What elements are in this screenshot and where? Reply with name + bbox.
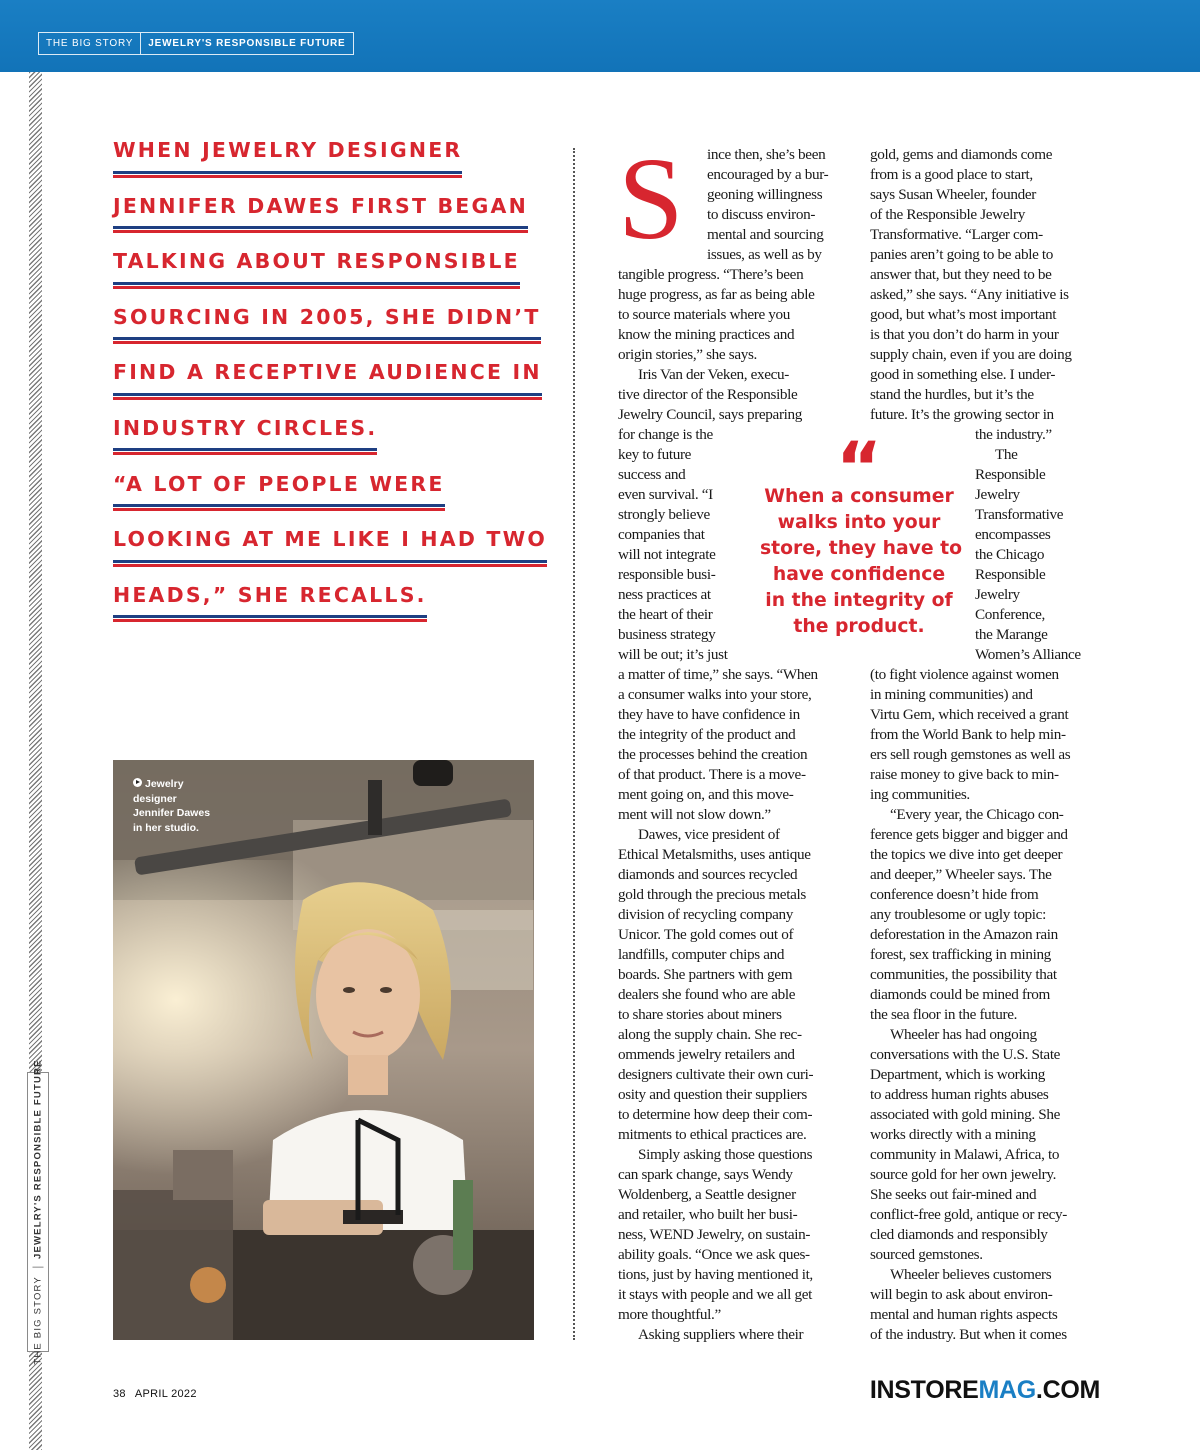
body-text-line: source gold for her own jewelry. [870, 1166, 1057, 1183]
body-text-line: community in Malawi, Africa, to [870, 1146, 1060, 1163]
caption-line: in her studio. [133, 821, 199, 834]
pull-quote-line: walks into your [777, 512, 941, 533]
body-text-line: communities, the possibility that [870, 966, 1057, 983]
body-text-line: She seeks out fair-mined and [870, 1186, 1037, 1203]
body-text-line: supply chain, even if you are doing [870, 346, 1072, 363]
body-text-line: can spark change, says Wendy [618, 1166, 793, 1183]
body-text-line: mental and sourcing [707, 226, 824, 243]
pull-quote-line: in the integrity of [765, 590, 953, 611]
body-text-line: landfills, computer chips and [618, 946, 785, 963]
caption-line: Jennifer Dawes [133, 807, 211, 819]
body-column-1 [618, 145, 850, 1345]
section-breadcrumb [38, 32, 354, 55]
body-text-line: to address human rights abuses [870, 1086, 1049, 1103]
body-text-line: the integrity of the product and [618, 726, 796, 743]
body-text-line: gold, gems and diamonds come [870, 146, 1053, 163]
body-text-line: ference gets bigger and bigger and [870, 826, 1068, 843]
photo-illustration [113, 760, 534, 1340]
body-text-line: encompasses [975, 526, 1051, 543]
body-text-line: to share stories about miners [618, 1006, 782, 1023]
body-text-line: ers sell rough gemstones as well as [870, 746, 1071, 763]
body-text-line: Ethical Metalsmiths, uses antique [618, 846, 811, 863]
lede-line: FIND A RECEPTIVE AUDIENCE IN [113, 362, 542, 396]
designer-studio-photo [113, 760, 534, 1340]
lede-headline [113, 140, 553, 640]
body-text-line: a matter of time,” she says. “When [618, 666, 818, 683]
body-text-line: more thoughtful.” [618, 1306, 721, 1323]
body-text-line: boards. She partners with gem [618, 966, 793, 983]
body-text-line: they have to have confidence in [618, 706, 800, 723]
site-wordmark-accent: MAG [978, 1376, 1036, 1404]
body-text-line: Transformative. “Larger com- [870, 226, 1043, 243]
body-text-line: the topics we dive into get deeper [870, 846, 1063, 863]
body-text-line: it stays with people and we all get [618, 1286, 812, 1303]
body-text-line: responsible busi- [618, 566, 716, 583]
body-text-line: along the supply chain. She rec- [618, 1026, 802, 1043]
body-text-line: mitments to ethical practices are. [618, 1126, 807, 1143]
lede-line: INDUSTRY CIRCLES. [113, 418, 377, 452]
body-text-line: from the World Bank to help min- [870, 726, 1066, 743]
body-text-line: of the Responsible Jewelry [870, 206, 1025, 223]
body-text-line: to source materials where you [618, 306, 791, 323]
pull-quote-text [760, 484, 963, 640]
body-text-line: to discuss environ- [707, 206, 816, 223]
body-text-line: Department, which is working [870, 1066, 1045, 1083]
body-text-line: tions, just by having mentioned it, [618, 1266, 813, 1283]
body-text-line: osity and question their suppliers [618, 1086, 807, 1103]
body-text-line: dealers she found who are able [618, 986, 796, 1003]
body-text-line: Responsible [975, 566, 1046, 583]
body-text-line: raise money to give back to min- [870, 766, 1059, 783]
body-text-line: cled diamonds and responsibly [870, 1226, 1048, 1243]
body-text-line: to determine how deep their com- [618, 1106, 813, 1123]
body-text-line: conversations with the U.S. State [870, 1046, 1061, 1063]
body-text-line: good in something else. I under- [870, 366, 1056, 383]
body-text-line: conflict-free gold, antique or recy- [870, 1206, 1067, 1223]
page-number: 38 [113, 1388, 126, 1400]
body-text-line: Conference, [975, 606, 1045, 623]
body-text-line: key to future [618, 446, 692, 463]
body-text-line: Iris Van der Veken, execu- [638, 366, 790, 383]
lede-line: LOOKING AT ME LIKE I HAD TWO [113, 529, 547, 563]
body-text-line: division of recycling company [618, 906, 794, 923]
body-column-2 [870, 145, 1106, 1345]
side-section-tab [27, 1059, 49, 1365]
body-text-line: (to fight violence against women [870, 666, 1059, 683]
body-text-line: panies aren’t going to be able to [870, 246, 1054, 263]
body-text-line: The [995, 446, 1018, 463]
lede-line: JENNIFER DAWES FIRST BEGAN [113, 196, 528, 230]
body-text-line: conference doesn’t hide from [870, 886, 1039, 903]
body-text-line: Women’s Alliance [975, 646, 1081, 663]
body-text-line: Dawes, vice president of [638, 826, 780, 843]
body-text-line: of the industry. But when it comes [870, 1326, 1067, 1343]
body-text-line: the Marange [975, 626, 1048, 643]
quote-mark-icon: “ [835, 440, 882, 484]
body-text-line: Wheeler believes customers [890, 1266, 1052, 1283]
lede-line: “A LOT OF PEOPLE WERE [113, 474, 445, 508]
body-text-line: tangible progress. “There’s been [618, 266, 804, 283]
body-text-line: stand the hurdles, but it’s the [870, 386, 1034, 403]
body-text-line: tive director of the Responsible [618, 386, 798, 403]
body-text-line: Simply asking those questions [638, 1146, 813, 1163]
body-text-line: will begin to ask about environ- [870, 1286, 1053, 1303]
body-text-line: strongly believe [618, 506, 710, 523]
body-text-line: the industry.” [975, 426, 1052, 443]
body-text-line: deforestation in the Amazon rain [870, 926, 1058, 943]
lede-line: HEADS,” SHE RECALLS. [113, 585, 427, 619]
body-text-line: the sea floor in the future. [870, 1006, 1018, 1023]
body-text-line: works directly with a mining [870, 1126, 1036, 1143]
body-text-line: for change is the [618, 426, 713, 443]
body-text-line: forest, sex trafficking in mining [870, 946, 1051, 963]
body-text-line: diamonds could be mined from [870, 986, 1051, 1003]
body-text-line: the heart of their [618, 606, 713, 623]
pull-quote-line: have confidence [772, 564, 946, 585]
caption-line: Jewelry [145, 778, 184, 790]
drop-cap: S [618, 133, 684, 264]
pull-quote [760, 440, 963, 640]
body-text-line: future. It’s the growing sector in [870, 406, 1054, 423]
pull-quote-line: When a consumer [764, 486, 954, 507]
body-text-line: Asking suppliers where their [638, 1326, 804, 1343]
body-text-line: Responsible [975, 466, 1046, 483]
body-text-line: ince then, she’s been [707, 146, 826, 163]
site-wordmark[interactable] [870, 1376, 1100, 1405]
body-text-line: ness practices at [618, 586, 711, 603]
body-text-line: “Every year, the Chicago con- [890, 806, 1064, 823]
body-text-line: huge progress, as far as being able [618, 286, 815, 303]
body-text-line: ment will not slow down.” [618, 806, 771, 823]
column-divider [573, 148, 575, 1340]
body-text-line: know the mining practices and [618, 326, 795, 343]
body-text-line: in mining communities) and [870, 686, 1033, 703]
body-text-line: success and [618, 466, 686, 483]
body-text-line: business strategy [618, 626, 716, 643]
body-text-line: origin stories,” she says. [618, 346, 757, 363]
site-wordmark-part: INSTORE [869, 1376, 979, 1404]
body-text-line: answer that, but they need to be [870, 266, 1052, 283]
body-text-line: gold through the precious metals [618, 886, 806, 903]
body-text-line: and retailer, who built her busi- [618, 1206, 798, 1223]
body-text-line: good, but what’s most important [870, 306, 1057, 323]
body-text-line: geoning willingness [707, 186, 823, 203]
body-text-line: Jewelry Council, says preparing [618, 406, 803, 423]
body-text-line: the Chicago [975, 546, 1045, 563]
body-text-line: ommends jewelry retailers and [618, 1046, 795, 1063]
site-wordmark-part: .COM [1035, 1376, 1100, 1404]
caption-arrow-icon [133, 778, 142, 787]
lede-line: TALKING ABOUT RESPONSIBLE [113, 251, 520, 285]
body-text-line: a consumer walks into your store, [618, 686, 812, 703]
side-tab-story: JEWELRY'S RESPONSIBLE FUTURE [32, 1059, 44, 1260]
body-text-line: companies that [618, 526, 705, 543]
body-text-line: ment going on, and this move- [618, 786, 794, 803]
page-folio [113, 1388, 197, 1400]
lede-line: WHEN JEWELRY DESIGNER [113, 140, 462, 174]
body-text-line: any troublesome or ugly topic: [870, 906, 1046, 923]
body-text-line: Jewelry [975, 586, 1020, 603]
body-text-line: ness, WEND Jewelry, on sustain- [618, 1226, 811, 1243]
body-text-line: Wheeler has had ongoing [890, 1026, 1037, 1043]
body-text-line: Jewelry [975, 486, 1020, 503]
body-text-line: even survival. “I [618, 486, 713, 503]
body-text-line: and deeper,” Wheeler says. The [870, 866, 1052, 883]
body-text-line: will be out; it’s just [618, 646, 728, 663]
issue-date: APRIL 2022 [134, 1388, 197, 1400]
pull-quote-line: the product. [793, 616, 925, 637]
body-text-line: asked,” she says. “Any initiative is [870, 286, 1069, 303]
body-text-line: from is a good place to start, [870, 166, 1033, 183]
body-text-line: associated with gold mining. She [870, 1106, 1061, 1123]
pull-quote-line: store, they have to [760, 538, 963, 559]
caption-line: designer [133, 792, 177, 805]
body-text-line: Unicor. The gold comes out of [618, 926, 794, 943]
breadcrumb-section: THE BIG STORY [39, 33, 141, 54]
side-tab-text [33, 1059, 44, 1364]
breadcrumb-story: JEWELRY'S RESPONSIBLE FUTURE [148, 38, 346, 49]
body-text-line: ability goals. “Once we ask ques- [618, 1246, 810, 1263]
top-banner [0, 0, 1200, 72]
side-tab-section: THE BIG STORY [33, 1267, 44, 1365]
body-text-line: sourced gemstones. [870, 1246, 983, 1263]
body-text-line: Transformative [975, 506, 1064, 523]
body-text-line: mental and human rights aspects [870, 1306, 1058, 1323]
lede-line: SOURCING IN 2005, SHE DIDN’T [113, 307, 541, 341]
photo-caption [133, 777, 243, 835]
body-text-line: of that product. There is a move- [618, 766, 806, 783]
body-text-line: diamonds and sources recycled [618, 866, 798, 883]
body-text-line: will not integrate [618, 546, 716, 563]
body-text-line: Woldenberg, a Seattle designer [618, 1186, 796, 1203]
body-text-line: is that you don’t do harm in your [870, 326, 1059, 343]
body-text-line: Virtu Gem, which received a grant [870, 706, 1069, 723]
body-text-line: encouraged by a bur- [707, 166, 829, 183]
body-text-line: the processes behind the creation [618, 746, 808, 763]
body-text-line: ing communities. [870, 786, 970, 803]
body-text-line: says Susan Wheeler, founder [870, 186, 1036, 203]
body-text-line: designers cultivate their own curi- [618, 1066, 814, 1083]
body-text-line: issues, as well as by [707, 246, 822, 263]
